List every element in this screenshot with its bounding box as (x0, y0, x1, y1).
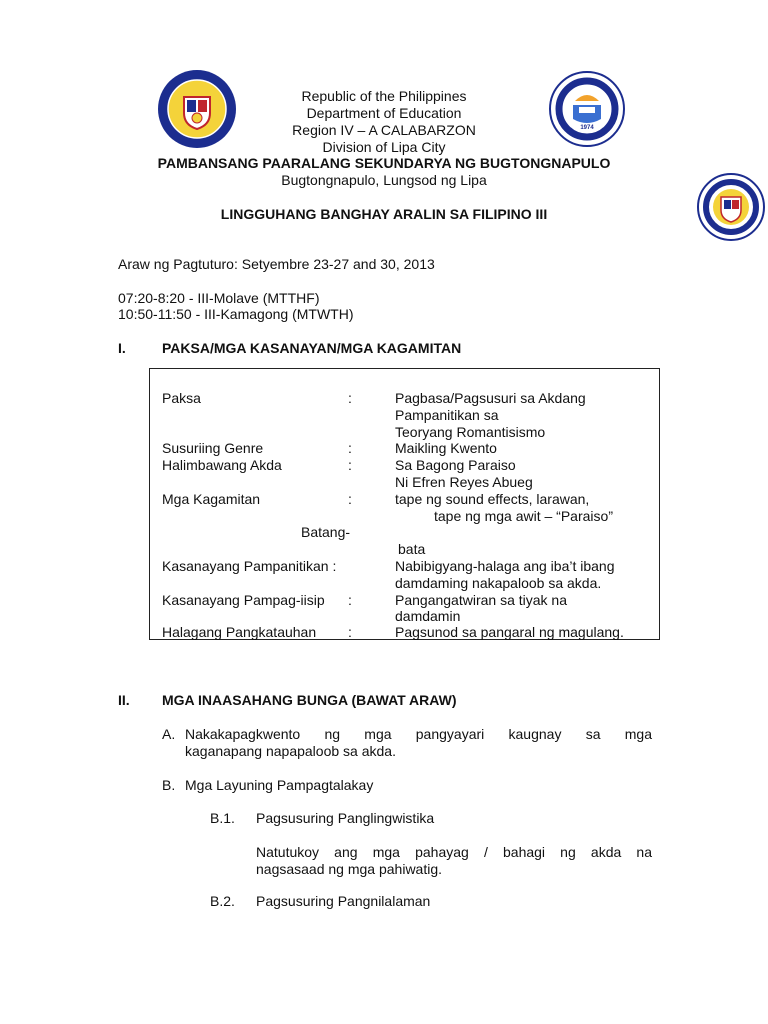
kasanayang-pampag-iisip-value-1: Pangangatwiran sa tiyak na (395, 592, 567, 608)
item-b1-number: B.1. (210, 810, 235, 826)
akda-label: Halimbawang Akda (162, 457, 282, 473)
document-title: LINGGUHANG BANGHAY ARALIN SA FILIPINO III (220, 206, 548, 222)
item-b2-number: B.2. (210, 893, 235, 909)
kagamitan-colon: : (348, 491, 352, 507)
header-division: Division of Lipa City (322, 139, 446, 155)
section-1-number: I. (118, 340, 126, 356)
item-b-letter: B. (162, 777, 176, 793)
header-department: Department of Education (306, 105, 462, 121)
schedule-time-1: 07:20-8:20 - III-Molave (MTTHF) (118, 290, 320, 306)
kagamitan-value-1: tape ng sound effects, larawan, (395, 491, 590, 507)
akda-value-2: Ni Efren Reyes Abueg (395, 474, 533, 490)
item-b2-text: Pagsusuring Pangnilalaman (256, 893, 431, 909)
section-1-title: PAKSA/MGA KASANAYAN/MGA KAGAMITAN (162, 340, 462, 356)
item-a-letter: A. (162, 726, 176, 742)
genre-value: Maikling Kwento (395, 440, 497, 456)
paksa-value-3: Teoryang Romantisismo (395, 424, 546, 440)
item-b-text: Mga Layuning Pampagtalakay (185, 777, 374, 793)
kasanayang-pampanitikan-value-2: damdaming nakapaloob sa akda. (395, 575, 602, 591)
genre-label: Susuriing Genre (162, 440, 264, 456)
halagang-pangkatauhan-label: Halagang Pangkatauhan (162, 624, 317, 640)
item-b1-paragraph-2: nagsasaad ng mga pahiwatig. (256, 861, 443, 877)
kasanayang-pampag-iisip-label: Kasanayang Pampag-iisip (162, 592, 325, 608)
paksa-label: Paksa (162, 390, 201, 406)
kagamitan-value-4: bata (398, 541, 426, 557)
genre-colon: : (348, 440, 352, 456)
item-a-line-1: Nakakapagkwento ng mga pangyayari kaugnay sa mga (185, 726, 652, 742)
schedule-time-2: 10:50-11:50 - III-Kamagong (MTWTH) (118, 306, 354, 322)
school-name: PAMBANSANG PAARALANG SEKUNDARYA NG BUGTONGNAPULO (157, 155, 611, 171)
paksa-value-2: Pampanitikan sa (395, 407, 499, 423)
section-2-number: II. (118, 692, 130, 708)
araw-ng-pagtuturo: Araw ng Pagtuturo: Setyembre 23-27 and 30, 2013 (118, 256, 435, 272)
akda-value-1: Sa Bagong Paraiso (395, 457, 516, 473)
kasanayang-pampag-iisip-value-2: damdamin (395, 608, 461, 624)
kagamitan-value-2: tape ng mga awit – “Paraiso” (434, 508, 613, 524)
akda-colon: : (348, 457, 352, 473)
header-republic: Republic of the Philippines (301, 88, 467, 104)
school-seal-year: 1974 (580, 125, 594, 131)
item-b1-paragraph-1: Natutukoy ang mga pahayag / bahagi ng akda na (256, 844, 652, 860)
header-region: Region IV – A CALABARZON (292, 122, 476, 138)
section-2-title: MGA INAASAHANG BUNGA (BAWAT ARAW) (162, 692, 457, 708)
kasanayang-pampanitikan-value-1: Nabibigyang-halaga ang iba’t ibang (395, 558, 615, 574)
kasanayang-pampag-iisip-colon: : (348, 592, 352, 608)
item-b1-text: Pagsusuring Panglingwistika (256, 810, 435, 826)
paksa-value-1: Pagbasa/Pagsusuri sa Akdang (395, 390, 586, 406)
halagang-pangkatauhan-colon: : (348, 624, 352, 640)
kagamitan-value-3: Batang- (301, 524, 351, 540)
kagamitan-label: Mga Kagamitan (162, 491, 261, 507)
halagang-pangkatauhan-value: Pagsunod sa pangaral ng magulang. (395, 624, 624, 640)
kasanayang-pampanitikan-label: Kasanayang Pampanitikan : (162, 558, 337, 574)
paksa-colon: : (348, 390, 352, 406)
school-address: Bugtongnapulo, Lungsod ng Lipa (281, 172, 487, 188)
item-a-line-2: kaganapang napapaloob sa akda. (185, 743, 396, 759)
